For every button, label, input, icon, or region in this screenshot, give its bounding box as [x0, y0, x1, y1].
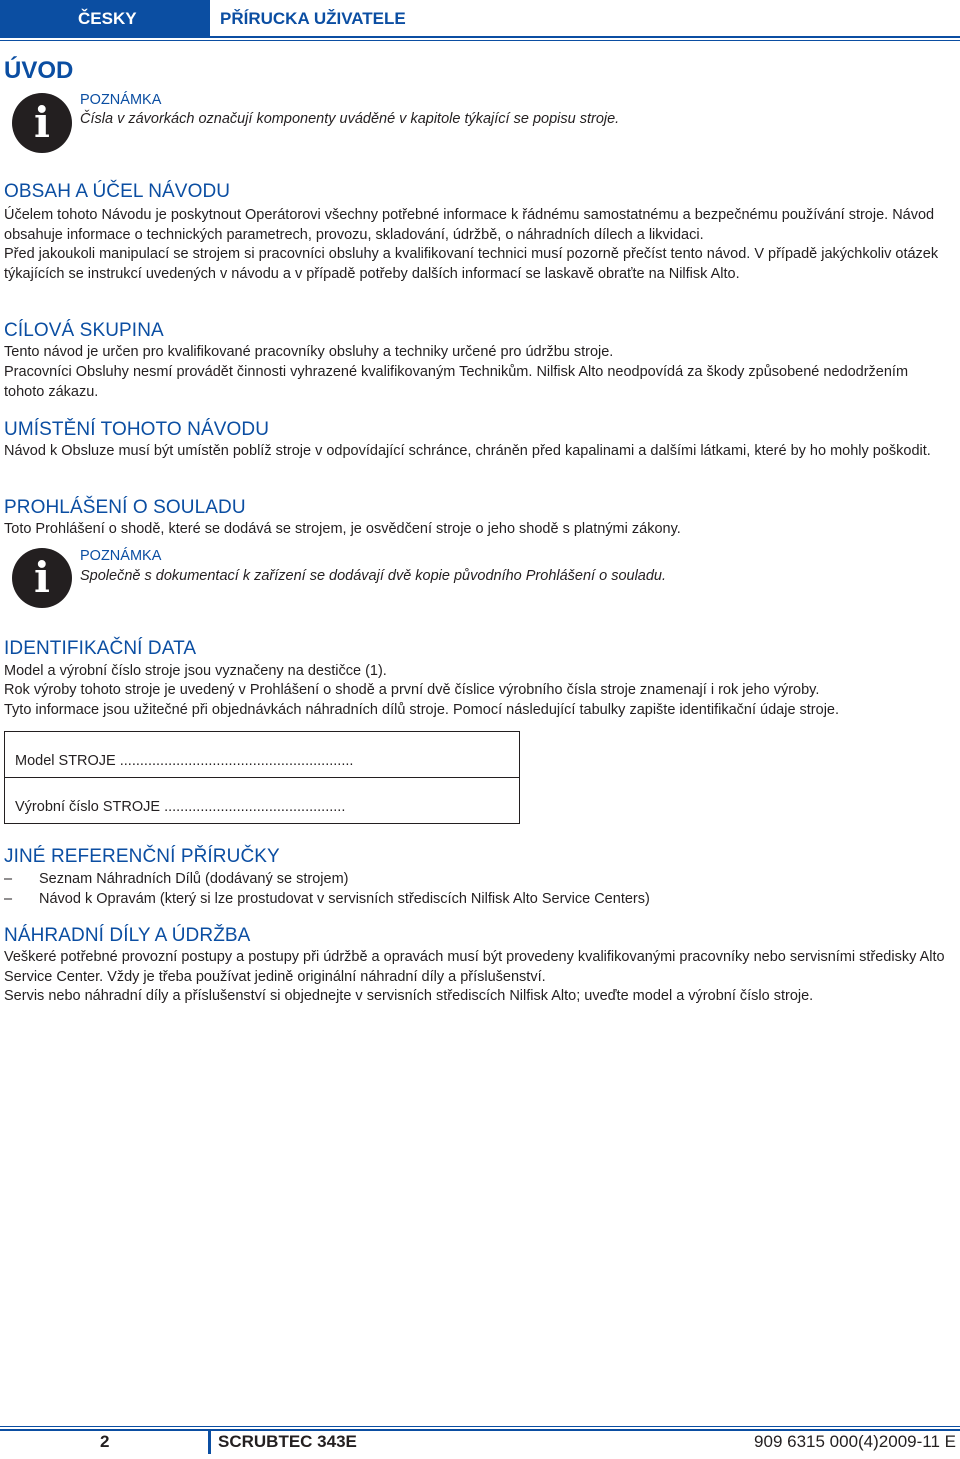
header-rule — [0, 36, 960, 38]
paragraph: Servis nebo náhradní díly a příslušenství si objednejte v servisních střediscích Nilfisk Alto; uveďte model a výrobní číslo stroje. — [4, 988, 814, 1004]
language-label: ČESKY — [78, 9, 137, 28]
paragraph: Před jakoukoli manipulací se strojem si pracovníci obsluhy a kvalifikovaní technici musí pozorně přečíst tento návod. V případě jakýchkoliv otázek týkajících se instrukcí uvedených v návodu a v případě potřeby dalších informací se laskavě obraťte na Nilfisk Alto. — [4, 246, 939, 282]
section-heading-cilova: CÍLOVÁ SKUPINA — [4, 320, 164, 341]
paragraph: Rok výroby tohoto stroje je uvedený v Prohlášení o shodě a první dvě číslice výrobního čísla stroje znamenají i rok jeho výroby. — [4, 682, 820, 698]
section-heading-jine: JINÉ REFERENČNÍ PŘÍRUČKY — [4, 846, 280, 867]
info-icon: i — [12, 93, 72, 153]
table-divider — [5, 777, 519, 778]
page-number: 2 — [100, 1432, 110, 1451]
note-label: POZNÁMKA — [80, 92, 162, 108]
section-heading-prohlaseni: PROHLÁŠENÍ O SOULADU — [4, 497, 246, 518]
paragraph: Model a výrobní číslo stroje jsou vyznačeny na destičce (1). — [4, 663, 387, 679]
paragraph: Toto Prohlášení o shodě, které se dodává se strojem, je osvědčení stroje o jeho shodě s platnými zákony. — [4, 521, 681, 537]
info-icon: i — [12, 548, 72, 608]
list-item: – Seznam Náhradních Dílů (dodávaný se strojem) — [4, 871, 349, 887]
paragraph: Účelem tohoto Návodu je poskytnout Operátorovi všechny potřebné informace k řádnému samostatnému a bezpečnému používání stroje. Návod obsahuje informace o technických parametrech, provozu, skladování, údržbě, o náhradních dílech a likvidaci. — [4, 207, 935, 243]
language-tab — [0, 0, 210, 36]
identification-table — [4, 731, 520, 824]
paragraph: Veškeré potřebné provozní postupy a postupy při údržbě a opravách musí být provedeny kvalifikovanými pracovníky nebo servisními středisky Alto Service Center. Vždy je třeba používat jedině originální náhradní díly a příslušenství. — [4, 949, 945, 985]
serial-number-field[interactable]: Výrobní číslo STROJE ............................................. — [15, 799, 346, 815]
document-title: PŘÍRUCKA UŽIVATELE — [220, 9, 406, 28]
footer-divider — [208, 1430, 211, 1454]
note-label: POZNÁMKA — [80, 548, 162, 564]
model-field[interactable]: Model STROJE .......................................................... — [15, 753, 354, 769]
document-code: 909 6315 000(4)2009-11 E — [754, 1432, 956, 1451]
paragraph: Pracovníci Obsluhy nesmí provádět činnosti vyhrazené kvalifikovaným Technikům. Nilfisk Alto neodpovídá za škody způsobené nedodržením tohoto zákazu. — [4, 364, 909, 400]
footer-rule-thick — [0, 1429, 960, 1431]
dash-bullet: – — [4, 871, 13, 887]
section-heading-nahradni: NÁHRADNÍ DÍLY A ÚDRŽBA — [4, 925, 251, 946]
note-text: Společně s dokumentací k zařízení se dodávají dvě kopie původního Prohlášení o souladu. — [80, 568, 667, 584]
paragraph: Návod k Obsluze musí být umístěn poblíž stroje v odpovídající schránce, chráněn před kapalinami a dalšími látkami, které by ho mohly poškodit. — [4, 443, 931, 459]
section-heading-identifikacni: IDENTIFIKAČNÍ DATA — [4, 638, 197, 659]
reference-list — [4, 869, 949, 909]
dash-bullet: – — [4, 891, 13, 907]
section-heading-umisteni: UMÍSTĚNÍ TOHOTO NÁVODU — [4, 419, 270, 440]
list-item: – Návod k Opravám (který si lze prostudovat v servisních střediscích Nilfisk Alto Service Centers) — [4, 891, 650, 907]
footer-rule — [0, 1426, 960, 1427]
header-rule-thin — [0, 40, 960, 41]
paragraph: Tento návod je určen pro kvalifikované pracovníky obsluhy a techniky určené pro údržbu stroje. — [4, 344, 614, 360]
machine-model: SCRUBTEC 343E — [218, 1432, 357, 1451]
section-heading-obsah: OBSAH A ÚČEL NÁVODU — [4, 181, 231, 202]
section-heading-uvod: ÚVOD — [4, 57, 74, 84]
paragraph: Tyto informace jsou užitečné při objednávkách náhradních dílů stroje. Pomocí následující tabulky zapište identifikační údaje stroje. — [4, 702, 840, 718]
note-text: Čísla v závorkách označují komponenty uváděné v kapitole týkající se popisu stroje. — [80, 111, 620, 127]
